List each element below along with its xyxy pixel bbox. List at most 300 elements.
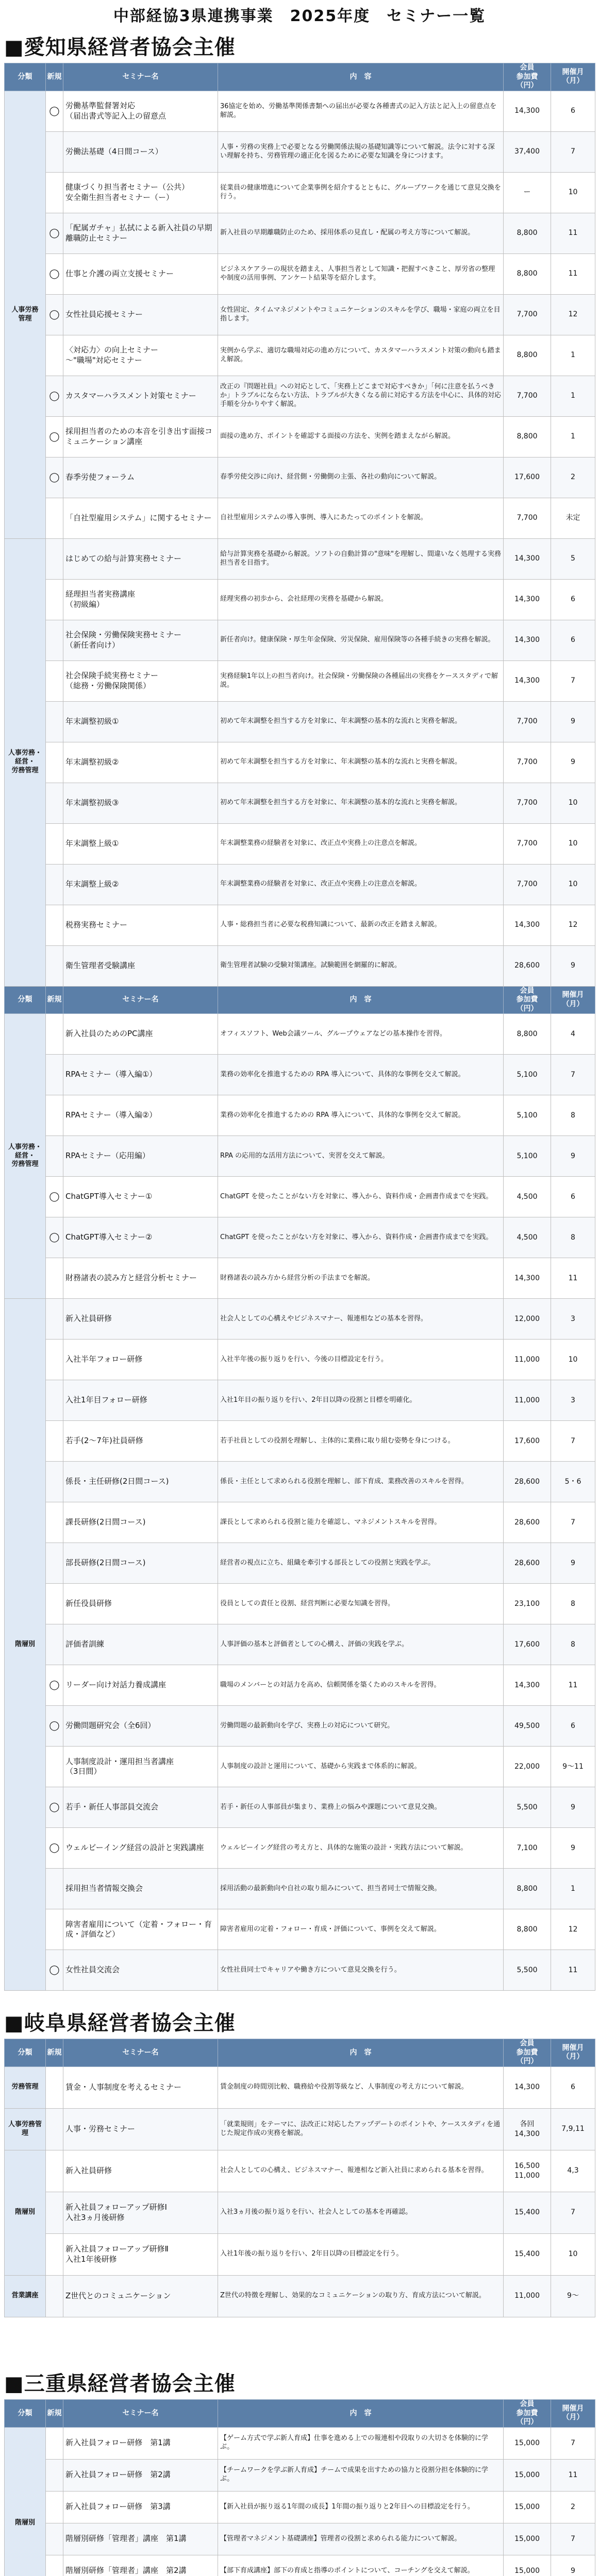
seminar-description: 経営者の視点に立ち、組織を牽引する部長としての役割と実践を学ぶ。 (218, 1543, 504, 1584)
seminar-name: 入社1年目フォロー研修 (63, 1380, 218, 1421)
new-mark (46, 783, 63, 823)
table-row (5, 945, 595, 986)
member-fee: 17,600 (504, 457, 551, 498)
held-month: 6 (551, 91, 595, 131)
category-cell: 人事労務管理 (5, 2108, 46, 2150)
seminar-description: オフィスソフト、Web会議ツール、グループウェアなどの基本操作を習得。 (218, 1014, 504, 1055)
column-header-is-new: 新規 (46, 986, 63, 1014)
member-fee: 14,300 (504, 1665, 551, 1706)
held-month: 8 (551, 1584, 595, 1624)
seminar-description: 年末調整業務の経験者を対象に、改正点や実務上の注意点を解説。 (218, 823, 504, 864)
category-cell: 人事労務・経営・ 労務管理 (5, 538, 46, 986)
seminar-name: 新入社員フォロー研修 第2講 (63, 2459, 218, 2491)
seminar-description: 女性固定、タイムマネジメントやコミュニケーションのスキルを学び、職場・家庭の両立を目指します。 (218, 294, 504, 335)
held-month: 8 (551, 1095, 595, 1136)
seminar-name: 「自社型雇用システム」に関するセミナー (63, 498, 218, 538)
seminar-description: 面接の進め方、ポイントを確認する面接の方法を、実例を踏まえながら解説。 (218, 416, 504, 457)
seminar-name: 若手(2〜7年)社員研修 (63, 1421, 218, 1462)
seminar-name: RPAセミナー（導入編②） (63, 1095, 218, 1136)
table-row (5, 1828, 595, 1869)
new-mark (46, 1258, 63, 1299)
table-row (5, 1909, 595, 1950)
seminar-table (4, 2039, 595, 2317)
seminar-description: 人事・総務担当者に必要な税務知識について、最新の改正を踏まえ解説。 (218, 905, 504, 945)
member-fee: 7,700 (504, 376, 551, 416)
column-header-fee: 会員 参加費 （円） (504, 2039, 551, 2067)
seminar-description: 入社1年後の振り返りを行い、2年目以降の目標設定を行う。 (218, 2233, 504, 2275)
category-cell: 階層別 (5, 1299, 46, 1991)
seminar-name: 新入社員フォロー研修 第3講 (63, 2491, 218, 2523)
seminar-description: Z世代の特徴を理解し、効果的なコミュニケーションの取り方、育成方法について解説。 (218, 2275, 504, 2317)
seminar-description: ウェルビーイング経営の考え方と、具体的な施策の設計・実践方法について解説。 (218, 1828, 504, 1869)
member-fee: 7,700 (504, 701, 551, 742)
seminar-description: 課長として求められる役割と能力を確認し、マネジメントスキルを習得。 (218, 1502, 504, 1543)
seminar-description: ChatGPT を使ったことがない方を対象に、導入から、資料作成・企画書作成までを実践。 (218, 1217, 504, 1258)
held-month: 6 (551, 1177, 595, 1217)
held-month: 7 (551, 1055, 595, 1095)
held-month: 1 (551, 335, 595, 376)
member-fee: 23,100 (504, 1584, 551, 1624)
table-row (5, 2233, 595, 2275)
held-month: 7 (551, 2427, 595, 2459)
new-mark (46, 538, 63, 579)
column-header-category: 分類 (5, 2039, 46, 2067)
table-row (5, 2066, 595, 2108)
new-mark (46, 1584, 63, 1624)
seminar-name: 経理担当者実務講座 （初級編） (63, 579, 218, 620)
column-header-month: 開催月 （月） (551, 986, 595, 1014)
seminar-description: 入社3ヵ月後の振り返りを行い、社会人としての基本を再確認。 (218, 2192, 504, 2233)
seminar-name: 採用担当者のための本音を引き出す面接コミュニケーション講座 (63, 416, 218, 457)
column-header-seminar-name: セミナー名 (63, 63, 218, 91)
seminar-description: 「就業規則」をテーマに、法改正に対応したアップデートのポイントや、ケーススタディを通じた規定作成の実務を解説。 (218, 2108, 504, 2150)
table-row (5, 2427, 595, 2459)
table-row (5, 1299, 595, 1340)
seminar-name: 「配属ガチャ」払拭による新入社員の早期離職防止セミナー (63, 213, 218, 253)
seminar-name: 新任役員研修 (63, 1584, 218, 1624)
held-month: 1 (551, 1869, 595, 1909)
member-fee: 8,800 (504, 213, 551, 253)
seminar-name: 労働基準監督署対応 （届出書式等記入上の留意点 (63, 91, 218, 131)
table-row (5, 1584, 595, 1624)
table-row (5, 1502, 595, 1543)
seminar-name: 新入社員研修 (63, 1299, 218, 1340)
column-header-fee: 会員 参加費 （円） (504, 63, 551, 91)
seminar-description: 人事・労務の実務上で必要となる労働関係法規の基礎知識等について解説。法令に対する深い理解を持ち、労務管理の適正化を図るために必要な知識を身につけます。 (218, 131, 504, 172)
member-fee: 8,800 (504, 1909, 551, 1950)
new-mark (46, 2233, 63, 2275)
table-row (5, 91, 595, 131)
new-mark (46, 1136, 63, 1177)
new-mark (46, 1624, 63, 1665)
new-mark (46, 701, 63, 742)
seminar-name: 評価者訓練 (63, 1624, 218, 1665)
seminar-description: 初めて年末調整を担当する方を対象に、年末調整の基本的な流れと実務を解説。 (218, 742, 504, 783)
member-fee: 11,000 (504, 1340, 551, 1380)
held-month: 9 (551, 1787, 595, 1828)
seminar-name: 社会保険・労働保険実務セミナー （新任者向け） (63, 620, 218, 660)
column-header-is-new: 新規 (46, 2039, 63, 2067)
member-fee: ー (504, 172, 551, 213)
new-mark (46, 2275, 63, 2317)
held-month: 9 (551, 701, 595, 742)
seminar-description: ChatGPT を使ったことがない方を対象に、導入から、資料作成・企画書作成までを実践。 (218, 1177, 504, 1217)
seminar-name: 階層別研修「管理者」講座 第2講 (63, 2555, 218, 2576)
held-month: 5 (551, 538, 595, 579)
category-cell: 階層別 (5, 2427, 46, 2576)
member-fee: 7,700 (504, 294, 551, 335)
table-row (5, 416, 595, 457)
column-header-seminar-name: セミナー名 (63, 986, 218, 1014)
table-row (5, 864, 595, 905)
category-cell: 人事労務・経営・ 労務管理 (5, 1014, 46, 1299)
member-fee: 17,600 (504, 1624, 551, 1665)
column-header-seminar-name: セミナー名 (63, 2039, 218, 2067)
column-header-month: 開催月 （月） (551, 63, 595, 91)
member-fee: 8,800 (504, 253, 551, 294)
held-month: 6 (551, 2066, 595, 2108)
seminar-name: 入社半年フォロー研修 (63, 1340, 218, 1380)
table-row (5, 2108, 595, 2150)
column-header-category: 分類 (5, 986, 46, 1014)
held-month: 12 (551, 905, 595, 945)
member-fee: 14,300 (504, 2066, 551, 2108)
table-row (5, 538, 595, 579)
member-fee: 7,100 (504, 1828, 551, 1869)
new-mark (46, 172, 63, 213)
seminar-name: 賃金・人事制度を考えるセミナー (63, 2066, 218, 2108)
new-mark (46, 1380, 63, 1421)
seminar-description: 若手・新任の人事部員が集まり、業務上の悩みや課題について意見交換。 (218, 1787, 504, 1828)
column-header-month: 開催月 （月） (551, 2039, 595, 2067)
new-mark (46, 1095, 63, 1136)
table-row (5, 1340, 595, 1380)
held-month: 1 (551, 416, 595, 457)
seminar-description: 業務の効率化を推進するための RPA 導入について、具体的な事例を交えて解説。 (218, 1055, 504, 1095)
table-row (5, 2275, 595, 2317)
member-fee: 14,300 (504, 1258, 551, 1299)
table-row (5, 2459, 595, 2491)
member-fee: 5,100 (504, 1095, 551, 1136)
table-row (5, 1380, 595, 1421)
seminar-description: 新任者向け。健康保険・厚生年金保険、労災保険、雇用保険等の各種手続きの実務を解説。 (218, 620, 504, 660)
new-mark (46, 945, 63, 986)
seminar-description: 改正の『問題社員』への対応として、「実務上どこまで対応すべきか」「何に注意を払うべきか」トラブルにならない方法、トラブルが大きくなる前に対応する方法を中心に、具体的対応手順を分かりやすく解説。 (218, 376, 504, 416)
table-row (5, 2491, 595, 2523)
held-month: 10 (551, 1340, 595, 1380)
new-mark (46, 864, 63, 905)
member-fee: 17,600 (504, 1421, 551, 1462)
seminar-name: 新入社員フォローアップ研修Ⅰ 入社3ヵ月後研修 (63, 2192, 218, 2233)
table-row (5, 1136, 595, 1177)
member-fee: 15,000 (504, 2555, 551, 2576)
held-month: 6 (551, 1706, 595, 1747)
held-month: 10 (551, 2233, 595, 2275)
table-row (5, 620, 595, 660)
table-row (5, 376, 595, 416)
table-row (5, 1706, 595, 1747)
new-mark (46, 2523, 63, 2555)
seminar-name: ChatGPT導入セミナー① (63, 1177, 218, 1217)
seminar-name: 部長研修(2日間コース) (63, 1543, 218, 1584)
new-mark (46, 2192, 63, 2233)
table-row (5, 1258, 595, 1299)
new-mark: ◯ (46, 294, 63, 335)
seminar-name: ChatGPT導入セミナー② (63, 1217, 218, 1258)
member-fee: 49,500 (504, 1706, 551, 1747)
seminar-description: 実例から学ぶ、適切な職場対応の進め方について、カスタマーハラスメント対策の動向も踏まえ解説。 (218, 335, 504, 376)
seminar-description: 実務経験1年以上の担当者向け。社会保険・労働保険の各種届出の実務をケーススタディで解説。 (218, 660, 504, 701)
new-mark (46, 335, 63, 376)
new-mark (46, 1909, 63, 1950)
seminar-name: 仕事と介護の両立支援セミナー (63, 253, 218, 294)
section-title: ■愛知県経営者協会主催 (4, 36, 236, 59)
seminar-table (4, 2399, 595, 2576)
column-header-fee: 会員 参加費 （円） (504, 986, 551, 1014)
held-month: 12 (551, 294, 595, 335)
seminar-description: 【チームワークを学ぶ新人育成】チームで成果を出すための協力と役割分担を体験的に学ぶ。 (218, 2459, 504, 2491)
section-title: ■三重県経営者協会主催 (4, 2372, 236, 2396)
seminar-name: 衛生管理者受験講座 (63, 945, 218, 986)
held-month: 9 (551, 1828, 595, 1869)
seminar-description: 賃金制度の時間別比較、職務給や役割等級など、人事制度の考え方について解説。 (218, 2066, 504, 2108)
held-month: 7 (551, 2192, 595, 2233)
seminar-description: 職場のメンバーとの対話力を高め、信頼関係を築くためのスキルを習得。 (218, 1665, 504, 1706)
member-fee: 8,800 (504, 1869, 551, 1909)
new-mark (46, 1014, 63, 1055)
seminar-name: 社会保険手続実務セミナー （総務・労働保険関係） (63, 660, 218, 701)
seminar-name: 新入社員フォローアップ研修Ⅱ 入社1年後研修 (63, 2233, 218, 2275)
seminar-description: 【新入社員が振り返る1年間の成長】1年間の振り返りと2年目への目標設定を行う。 (218, 2491, 504, 2523)
seminar-description: ビジネスケアラーの現状を踏まえ、人事担当者として知識・把握すべきこと、厚労省の整理や制度の活用事例、アンケート結果等を紹介します。 (218, 253, 504, 294)
member-fee: 7,700 (504, 783, 551, 823)
seminar-description: 年末調整業務の経験者を対象に、改正点や実務上の注意点を解説。 (218, 864, 504, 905)
seminar-name: 人事・労務セミナー (63, 2108, 218, 2150)
table-row (5, 1543, 595, 1584)
table-row (5, 2150, 595, 2192)
seminar-description: 社会人としての心構えやビジネスマナー、報連相などの基本を習得。 (218, 1299, 504, 1340)
member-fee: 7,700 (504, 498, 551, 538)
member-fee: 8,800 (504, 335, 551, 376)
held-month: 11 (551, 1950, 595, 1991)
seminar-description: 衛生管理者試験の受験対策講座。試験範囲を網羅的に解説。 (218, 945, 504, 986)
seminar-name: ウェルビーイング経営の設計と実践講座 (63, 1828, 218, 1869)
seminar-description: 入社1年目の振り返りを行い、2年目以降の役割と目標を明確化。 (218, 1380, 504, 1421)
column-header-month: 開催月 （月） (551, 2400, 595, 2428)
member-fee: 14,300 (504, 538, 551, 579)
new-mark: ◯ (46, 1787, 63, 1828)
seminar-name: リーダー向け対話力養成講座 (63, 1665, 218, 1706)
member-fee: 22,000 (504, 1747, 551, 1787)
held-month: 11 (551, 213, 595, 253)
seminar-name: 年末調整上級② (63, 864, 218, 905)
member-fee: 8,800 (504, 416, 551, 457)
held-month: 11 (551, 1665, 595, 1706)
seminar-description: 自社型雇用システムの導入事例、導入にあたってのポイントを解説。 (218, 498, 504, 538)
seminar-name: はじめての給与計算実務セミナー (63, 538, 218, 579)
column-header-content: 内 容 (218, 2039, 504, 2067)
held-month: 9 (551, 2555, 595, 2576)
seminar-description: RPA の応用的な活用方法について、実習を交えて解説。 (218, 1136, 504, 1177)
seminar-name: カスタマーハラスメント対策セミナー (63, 376, 218, 416)
new-mark: ◯ (46, 1177, 63, 1217)
seminar-name: 税務実務セミナー (63, 905, 218, 945)
seminar-name: 労働法基礎（4日間コース） (63, 131, 218, 172)
seminar-description: 初めて年末調整を担当する方を対象に、年末調整の基本的な流れと実務を解説。 (218, 701, 504, 742)
seminar-name: 係長・主任研修(2日間コース) (63, 1462, 218, 1502)
table-row (5, 1869, 595, 1909)
seminar-description: 障害者雇用の定着・フォロー・育成・評価について、事例を交えて解説。 (218, 1909, 504, 1950)
held-month: 10 (551, 864, 595, 905)
held-month: 9〜11 (551, 1747, 595, 1787)
seminar-name: 新入社員研修 (63, 2150, 218, 2192)
new-mark (46, 1747, 63, 1787)
held-month: 6 (551, 579, 595, 620)
column-header-content: 内 容 (218, 2400, 504, 2428)
new-mark (46, 905, 63, 945)
held-month: 9 (551, 945, 595, 986)
held-month: 7 (551, 1421, 595, 1462)
new-mark: ◯ (46, 1828, 63, 1869)
held-month: 1 (551, 376, 595, 416)
table-row (5, 660, 595, 701)
table-row (5, 1950, 595, 1991)
seminar-table (4, 63, 595, 1991)
held-month: 3 (551, 1380, 595, 1421)
seminar-description: 採用活動の最新動向や自社の取り組みについて、担当者同士で情報交換。 (218, 1869, 504, 1909)
table-row (5, 131, 595, 172)
held-month: 9 (551, 1543, 595, 1584)
held-month: 11 (551, 2459, 595, 2491)
member-fee: 37,400 (504, 131, 551, 172)
table-row (5, 579, 595, 620)
table-header-row (5, 986, 595, 1014)
seminar-description: 労働問題の最新動向を学び、実務上の対応について研究。 (218, 1706, 504, 1747)
new-mark (46, 2459, 63, 2491)
column-header-content: 内 容 (218, 986, 504, 1014)
seminar-description: 若手社員としての役割を理解し、主体的に業務に取り組む姿勢を身につける。 (218, 1421, 504, 1462)
table-row (5, 253, 595, 294)
member-fee: 15,000 (504, 2491, 551, 2523)
seminar-description: 業務の効率化を推進するための RPA 導入について、具体的な事例を交えて解説。 (218, 1095, 504, 1136)
held-month: 10 (551, 783, 595, 823)
new-mark (46, 823, 63, 864)
new-mark (46, 2150, 63, 2192)
new-mark (46, 620, 63, 660)
member-fee: 15,000 (504, 2459, 551, 2491)
held-month: 7 (551, 1502, 595, 1543)
new-mark (46, 2427, 63, 2459)
seminar-description: 【部下育成講座】部下の育成と指導のポイントについて、コーチングを交えて解説。 (218, 2555, 504, 2576)
seminar-name: RPAセミナー（応用編） (63, 1136, 218, 1177)
new-mark: ◯ (46, 376, 63, 416)
table-row (5, 1462, 595, 1502)
seminar-name: 年末調整初級② (63, 742, 218, 783)
seminar-name: 若手・新任人事部員交流会 (63, 1787, 218, 1828)
table-row (5, 1217, 595, 1258)
seminar-name: 人事制度設計・運用担当者講座 （3日間） (63, 1747, 218, 1787)
held-month: 3 (551, 1299, 595, 1340)
seminar-description: 入社半年後の振り返りを行い、今後の目標設定を行う。 (218, 1340, 504, 1380)
held-month: 12 (551, 1909, 595, 1950)
member-fee: 28,600 (504, 1502, 551, 1543)
new-mark: ◯ (46, 416, 63, 457)
column-header-is-new: 新規 (46, 2400, 63, 2428)
seminar-name: 年末調整初級① (63, 701, 218, 742)
member-fee: 8,800 (504, 1014, 551, 1055)
new-mark (46, 131, 63, 172)
new-mark (46, 1543, 63, 1584)
held-month: 4 (551, 1014, 595, 1055)
new-mark (46, 2491, 63, 2523)
seminar-description: 初めて年末調整を担当する方を対象に、年末調整の基本的な流れと実務を解説。 (218, 783, 504, 823)
column-header-is-new: 新規 (46, 63, 63, 91)
member-fee: 15,000 (504, 2427, 551, 2459)
new-mark: ◯ (46, 1665, 63, 1706)
table-header-row (5, 2400, 595, 2428)
new-mark (46, 1502, 63, 1543)
member-fee: 15,400 (504, 2233, 551, 2275)
seminar-name: 労働問題研究会（全6回） (63, 1706, 218, 1747)
seminar-description: 係長・主任として求められる役割を理解し、部下育成、業務改善のスキルを習得。 (218, 1462, 504, 1502)
held-month: 7 (551, 131, 595, 172)
held-month: 6 (551, 620, 595, 660)
column-header-content: 内 容 (218, 63, 504, 91)
seminar-description: 経理実務の初歩から、会社経理の実務を基礎から解説。 (218, 579, 504, 620)
member-fee: 5,100 (504, 1055, 551, 1095)
table-row (5, 1665, 595, 1706)
member-fee: 28,600 (504, 945, 551, 986)
member-fee: 5,500 (504, 1950, 551, 1991)
seminar-name: RPAセミナー（導入編①） (63, 1055, 218, 1095)
new-mark (46, 1869, 63, 1909)
held-month: 5・6 (551, 1462, 595, 1502)
new-mark: ◯ (46, 1217, 63, 1258)
new-mark (46, 2066, 63, 2108)
member-fee: 7,700 (504, 864, 551, 905)
table-row (5, 905, 595, 945)
member-fee: 15,000 (504, 2523, 551, 2555)
member-fee: 14,300 (504, 91, 551, 131)
table-row (5, 701, 595, 742)
seminar-description: 従業員の健康増進について企業事例を紹介するとともに、グループワークを通じて意見交換を行う。 (218, 172, 504, 213)
column-header-category: 分類 (5, 2400, 46, 2428)
member-fee: 各回 14,300 (504, 2108, 551, 2150)
held-month: 10 (551, 823, 595, 864)
seminar-name: 女性社員応援セミナー (63, 294, 218, 335)
table-row (5, 1177, 595, 1217)
seminar-name: 課長研修(2日間コース) (63, 1502, 218, 1543)
new-mark: ◯ (46, 253, 63, 294)
table-row (5, 2555, 595, 2576)
held-month: 8 (551, 1217, 595, 1258)
member-fee: 7,700 (504, 742, 551, 783)
member-fee: 14,300 (504, 905, 551, 945)
member-fee: 5,100 (504, 1136, 551, 1177)
seminar-name: 女性社員交流会 (63, 1950, 218, 1991)
category-cell: 労務管理 (5, 2066, 46, 2108)
table-row (5, 742, 595, 783)
table-row (5, 2192, 595, 2233)
table-row (5, 823, 595, 864)
member-fee: 12,000 (504, 1299, 551, 1340)
held-month: 2 (551, 2491, 595, 2523)
seminar-description: 36協定を始め、労働基準関係書類への届出が必要な各種書式の記入方法と記入上の留意点を解説。 (218, 91, 504, 131)
member-fee: 4,500 (504, 1177, 551, 1217)
table-header-row (5, 2039, 595, 2067)
column-header-fee: 会員 参加費 （円） (504, 2400, 551, 2428)
column-header-category: 分類 (5, 63, 46, 91)
